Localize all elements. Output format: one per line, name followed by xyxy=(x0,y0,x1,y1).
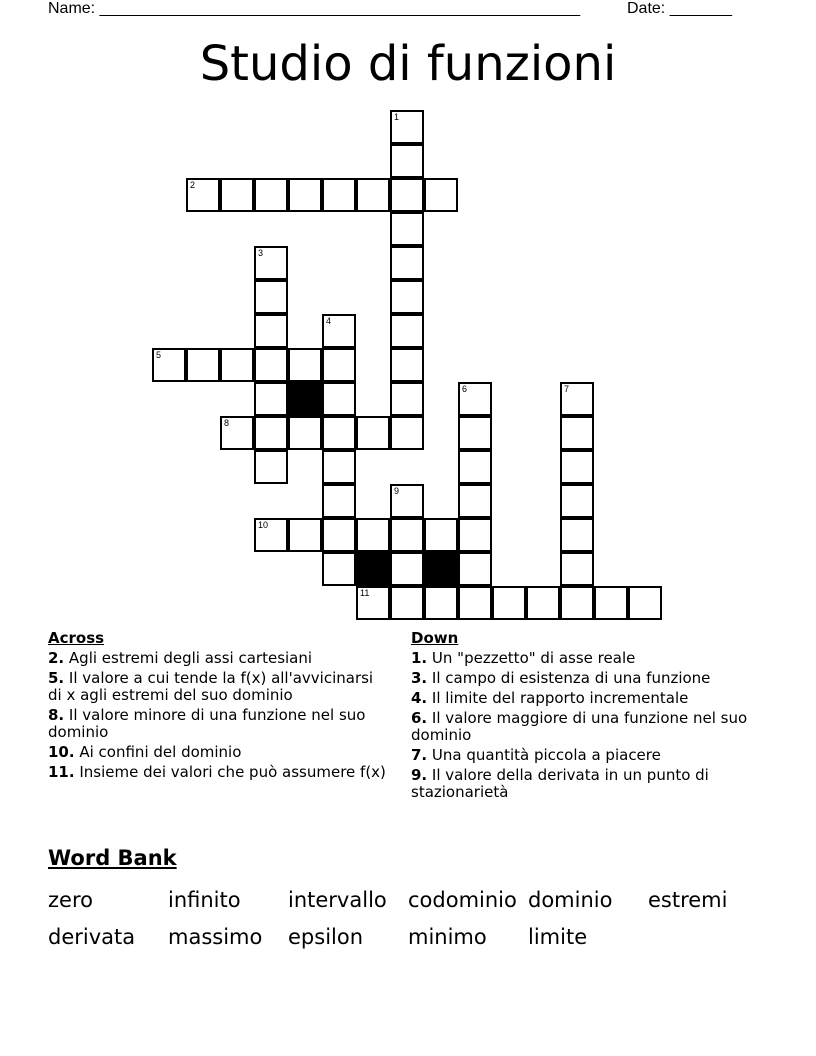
word-bank-item: dominio xyxy=(528,888,613,912)
crossword-cell[interactable] xyxy=(458,450,492,484)
page-title: Studio di funzioni xyxy=(199,36,617,92)
clue-down xyxy=(411,710,756,744)
crossword-cell[interactable] xyxy=(560,382,594,416)
clue-text: Il limite del rapporto incrementale xyxy=(431,689,689,707)
crossword-cell[interactable] xyxy=(186,178,220,212)
crossword-cell[interactable] xyxy=(254,246,288,280)
crossword-cell[interactable] xyxy=(390,586,424,620)
clue-text: Una quantità piccola a piacere xyxy=(431,746,661,764)
across-list xyxy=(48,650,388,781)
down-clues xyxy=(411,628,756,804)
word-bank-item: massimo xyxy=(168,925,263,949)
crossword-cell[interactable] xyxy=(288,416,322,450)
clue-text: Il valore minore di una funzione nel suo dominio xyxy=(48,706,366,741)
word-bank-item: minimo xyxy=(408,925,487,949)
crossword-cell[interactable] xyxy=(390,416,424,450)
clue-down xyxy=(411,690,756,707)
date-field-line: Date: _______ xyxy=(627,0,732,17)
crossword-cell[interactable] xyxy=(560,518,594,552)
crossword-cell[interactable] xyxy=(322,382,356,416)
crossword-cell[interactable] xyxy=(560,484,594,518)
crossword-cell[interactable] xyxy=(458,382,492,416)
crossword-cell[interactable] xyxy=(356,178,390,212)
black-cell xyxy=(288,382,322,416)
crossword-cell[interactable] xyxy=(560,552,594,586)
clue-number: 10. xyxy=(48,743,75,761)
clue-number: 11. xyxy=(48,763,75,781)
crossword-cell[interactable] xyxy=(254,382,288,416)
crossword-cell[interactable] xyxy=(220,416,254,450)
crossword-cell[interactable] xyxy=(254,450,288,484)
clue-down xyxy=(411,670,756,687)
crossword-cell[interactable] xyxy=(322,348,356,382)
across-clues xyxy=(48,628,388,784)
clue-number-label: 2 xyxy=(190,180,196,190)
word-bank xyxy=(48,882,768,956)
clue-number: 9. xyxy=(411,766,428,784)
crossword-cell[interactable] xyxy=(628,586,662,620)
clue-number: 6. xyxy=(411,709,428,727)
crossword-cell[interactable] xyxy=(254,518,288,552)
crossword-cell[interactable] xyxy=(356,416,390,450)
word-bank-item: estremi xyxy=(648,888,728,912)
clue-across xyxy=(48,744,388,761)
crossword-cell[interactable] xyxy=(220,178,254,212)
crossword-cell[interactable] xyxy=(458,586,492,620)
crossword-cell[interactable] xyxy=(322,552,356,586)
clue-across xyxy=(48,650,388,667)
crossword-cell[interactable] xyxy=(390,144,424,178)
clue-number-label: 9 xyxy=(394,486,400,496)
clue-text: Agli estremi degli assi cartesiani xyxy=(68,649,313,667)
clue-number: 8. xyxy=(48,706,65,724)
crossword-cell[interactable] xyxy=(390,110,424,144)
crossword-cell[interactable] xyxy=(560,416,594,450)
word-bank-item: zero xyxy=(48,888,93,912)
crossword-cell[interactable] xyxy=(322,314,356,348)
down-list xyxy=(411,650,756,801)
clue-number-label: 7 xyxy=(564,384,570,394)
clue-down xyxy=(411,650,756,667)
clue-text: Il valore maggiore di una funzione nel suo dominio xyxy=(411,709,748,744)
crossword-cell[interactable] xyxy=(526,586,560,620)
crossword-cell[interactable] xyxy=(322,484,356,518)
clue-text: Insieme dei valori che può assumere f(x) xyxy=(79,763,386,781)
crossword-cell[interactable] xyxy=(288,178,322,212)
clue-number-label: 5 xyxy=(156,350,162,360)
crossword-cell[interactable] xyxy=(254,416,288,450)
clue-number: 1. xyxy=(411,649,428,667)
black-cell xyxy=(424,552,458,586)
crossword-cell[interactable] xyxy=(322,178,356,212)
crossword-cell[interactable] xyxy=(424,178,458,212)
crossword-cell[interactable] xyxy=(322,450,356,484)
clue-down xyxy=(411,747,756,764)
clue-number: 2. xyxy=(48,649,65,667)
crossword-cell[interactable] xyxy=(492,586,526,620)
crossword-cell[interactable] xyxy=(390,518,424,552)
crossword-cell[interactable] xyxy=(560,450,594,484)
word-bank-item: infinito xyxy=(168,888,241,912)
crossword-cell[interactable] xyxy=(390,348,424,382)
crossword-cell[interactable] xyxy=(390,212,424,246)
clue-number-label: 1 xyxy=(394,112,400,122)
crossword-cell[interactable] xyxy=(322,416,356,450)
down-heading: Down xyxy=(411,629,459,647)
crossword-cell[interactable] xyxy=(390,280,424,314)
crossword-cell[interactable] xyxy=(254,348,288,382)
clue-text: Il campo di esistenza di una funzione xyxy=(431,669,711,687)
clue-across xyxy=(48,764,388,781)
clue-down xyxy=(411,767,756,801)
crossword-cell[interactable] xyxy=(390,178,424,212)
clue-number-label: 8 xyxy=(224,418,230,428)
word-bank-item: limite xyxy=(528,925,588,949)
crossword-cell[interactable] xyxy=(356,586,390,620)
clue-across xyxy=(48,670,388,704)
word-bank-item: codominio xyxy=(408,888,517,912)
crossword-cell[interactable] xyxy=(458,518,492,552)
crossword-cell[interactable] xyxy=(390,382,424,416)
clue-number-label: 4 xyxy=(326,316,332,326)
crossword-cell[interactable] xyxy=(390,246,424,280)
crossword-cell[interactable] xyxy=(186,348,220,382)
crossword-cell[interactable] xyxy=(220,348,254,382)
clue-number-label: 3 xyxy=(258,248,264,258)
crossword-cell[interactable] xyxy=(390,314,424,348)
clue-across xyxy=(48,707,388,741)
crossword-cell[interactable] xyxy=(458,416,492,450)
crossword-cell[interactable] xyxy=(288,348,322,382)
clue-number-label: 10 xyxy=(258,520,269,530)
crossword-cell[interactable] xyxy=(560,586,594,620)
word-bank-title: Word Bank xyxy=(48,846,177,870)
clue-text: Ai confini del dominio xyxy=(79,743,242,761)
clue-number: 3. xyxy=(411,669,428,687)
crossword-cell[interactable] xyxy=(390,484,424,518)
clue-text: Un "pezzetto" di asse reale xyxy=(431,649,636,667)
crossword-cell[interactable] xyxy=(254,280,288,314)
crossword-cell[interactable] xyxy=(458,484,492,518)
crossword-cell[interactable] xyxy=(356,518,390,552)
crossword-cell[interactable] xyxy=(322,518,356,552)
crossword-cell[interactable] xyxy=(288,518,322,552)
crossword-cell[interactable] xyxy=(254,314,288,348)
clue-number: 7. xyxy=(411,746,428,764)
name-field-line: Name: ______________________________________________________ xyxy=(48,0,581,17)
crossword-cell[interactable] xyxy=(458,552,492,586)
black-cell xyxy=(356,552,390,586)
crossword-cell[interactable] xyxy=(390,552,424,586)
crossword-cell[interactable] xyxy=(152,348,186,382)
crossword-cell[interactable] xyxy=(594,586,628,620)
clue-number: 4. xyxy=(411,689,428,707)
word-bank-item: epsilon xyxy=(288,925,364,949)
crossword-cell[interactable] xyxy=(424,586,458,620)
clue-number-label: 11 xyxy=(360,588,370,598)
crossword-cell[interactable] xyxy=(424,518,458,552)
clue-number-label: 6 xyxy=(462,384,468,394)
crossword-cell[interactable] xyxy=(254,178,288,212)
clue-number: 5. xyxy=(48,669,65,687)
clue-text: Il valore della derivata in un punto di stazionarietà xyxy=(411,766,709,801)
word-bank-item: intervallo xyxy=(288,888,387,912)
word-bank-item: derivata xyxy=(48,925,136,949)
across-heading: Across xyxy=(48,629,105,647)
clue-text: Il valore a cui tende la f(x) all'avvicinarsi di x agli estremi del suo dominio xyxy=(48,669,374,704)
